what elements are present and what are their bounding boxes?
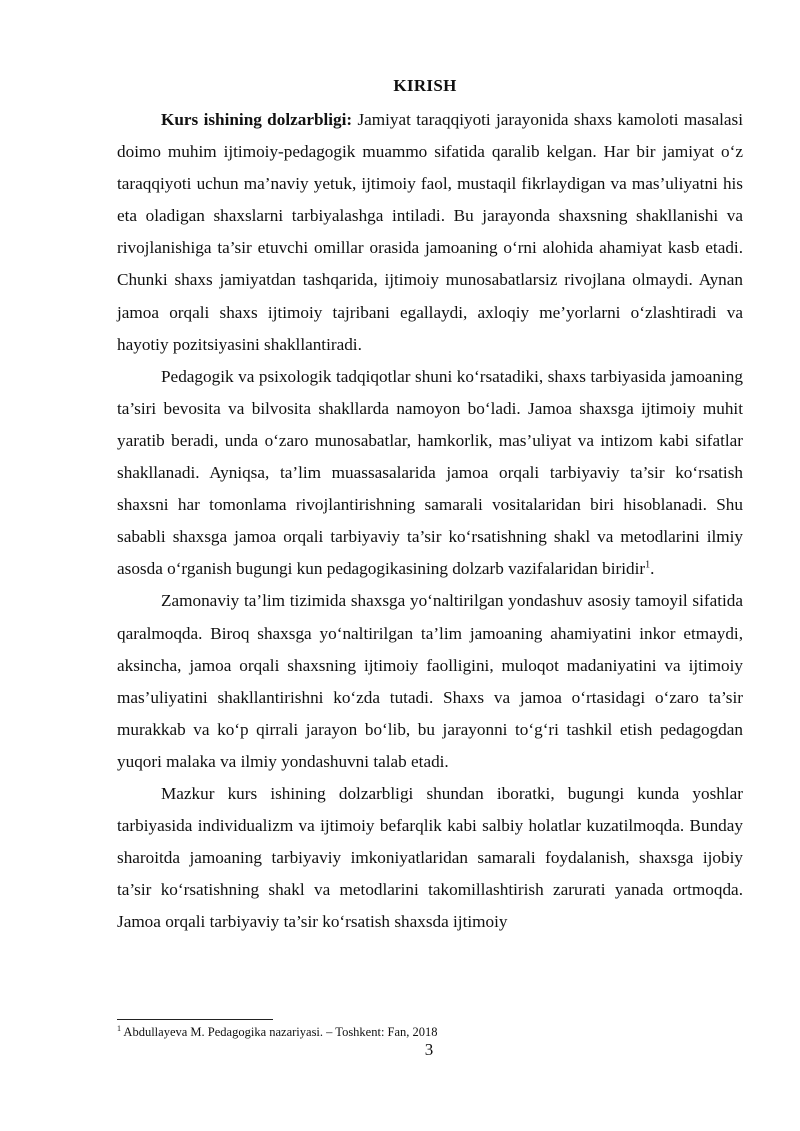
footnote — [117, 1024, 438, 1040]
paragraph-lead: Kurs ishining dolzarbligi: — [161, 110, 353, 129]
footnote-reference: 1 — [645, 559, 651, 571]
paragraph-text: Mazkur kurs ishining dolzarbligi shundan iboratki, bugungi kunda yoshlar tarbiyasida individualizm va ijtimoiy befarqlik kabi salbiy holatlar kuzatilmoqda. Bunday sharoitda jamoaning tarbiyaviy imkoniyatlaridan samarali foydalanish, shaxsga ijobiy ta’sir ko‘rsatishning shakl va metodlarini takomillashtirish zarurati yanada ortmoqda. Jamoa orqali tarbiyaviy ta’sir ko‘rsatish shaxsda ijtimoiy — [117, 783, 743, 932]
paragraph-text: Zamonaviy ta’lim tizimida shaxsga yo‘naltirilgan yondashuv asosiy tamoyil sifatida qaralmoqda. Biroq shaxsga yo‘naltirilgan ta’lim jamoaning ahamiyatini inkor etmaydi, aksincha, jamoa orqali shaxsning ijtimoiy faolligini, muloqot madaniyatini va ijtimoiy mas’uliyatini shakllantirishni ko‘zda tutadi. Shaxs va jamoa o‘rtasidagi o‘zaro ta’sir murakkab va ko‘p qirrali jarayon bo‘lib, bu jarayonni to‘g‘ri tashkil etish pedagogdan yuqori malaka va ilmiy yondashuvni talab etadi. — [117, 591, 743, 771]
page-number: 3 — [424, 1040, 434, 1059]
paragraph-research — [117, 361, 743, 586]
paragraph-conclusion — [117, 778, 743, 938]
paragraph-text: Pedagogik va psixologik tadqiqotlar shuni ko‘rsatadiki, shaxs tarbiyasida jamoaning ta’siri bevosita va bilvosita shakllarda namoyon bo‘ladi. Jamoa shaxsga ijtimoiy muhit yaratib beradi, unda o‘zaro munosabatlar, hamkorlik, mas’uliyat va intizom kabi sifatlar shakllanadi. Ayniqsa, ta’lim muassasalarida jamoa orqali tarbiyaviy ta’sir ko‘rsatish shaxsni har tomonlama rivojlantirishning samarali vositalaridan biri hisoblanadi. Shu sababli shaxsga jamoa orqali tarbiyaviy ta’sir ko‘rsatishning shakl va metodlarini ilmiy asosda o‘rganish bugungi kun pedagogikasining dolzarb vazifalaridan biridir — [117, 366, 743, 579]
paragraph-modern-education — [117, 585, 743, 778]
body-text — [117, 104, 743, 938]
footnote-divider — [117, 1019, 273, 1020]
section-title: KIRISH — [393, 76, 457, 95]
paragraph-tail: . — [650, 559, 655, 579]
footnote-text: Abdullayeva M. Pedagogika nazariyasi. – Toshkent: Fan, 2018 — [121, 1025, 438, 1039]
paragraph-relevance — [117, 104, 743, 361]
paragraph-text: Jamiyat taraqqiyoti jarayonida shaxs kamoloti masalasi doimo muhim ijtimoiy-pedagogik muammo sifatida qaralib kelgan. Har bir jamiyat o‘z taraqqiyoti uchun ma’naviy yetuk, ijtimoiy faol, mustaqil fikrlaydigan va mas’uliyatni his eta oladigan shaxslarni tarbiyalashga intiladi. Bu jarayonda shaxsning shakllanishi va rivojlanishiga ta’sir etuvchi omillar orasida jamoaning o‘rni alohida ahamiyat kasb etadi. Chunki shaxs jamiyatdan tashqarida, ijtimoiy munosabatlarsiz rivojlana olmaydi. Aynan jamoa orqali shaxs ijtimoiy tajribani egallaydi, axloqiy me’yorlarni o‘zlashtiradi va hayotiy pozitsiyasini shakllantiradi. — [117, 110, 743, 354]
footnote-marker: 1 — [117, 1023, 121, 1033]
